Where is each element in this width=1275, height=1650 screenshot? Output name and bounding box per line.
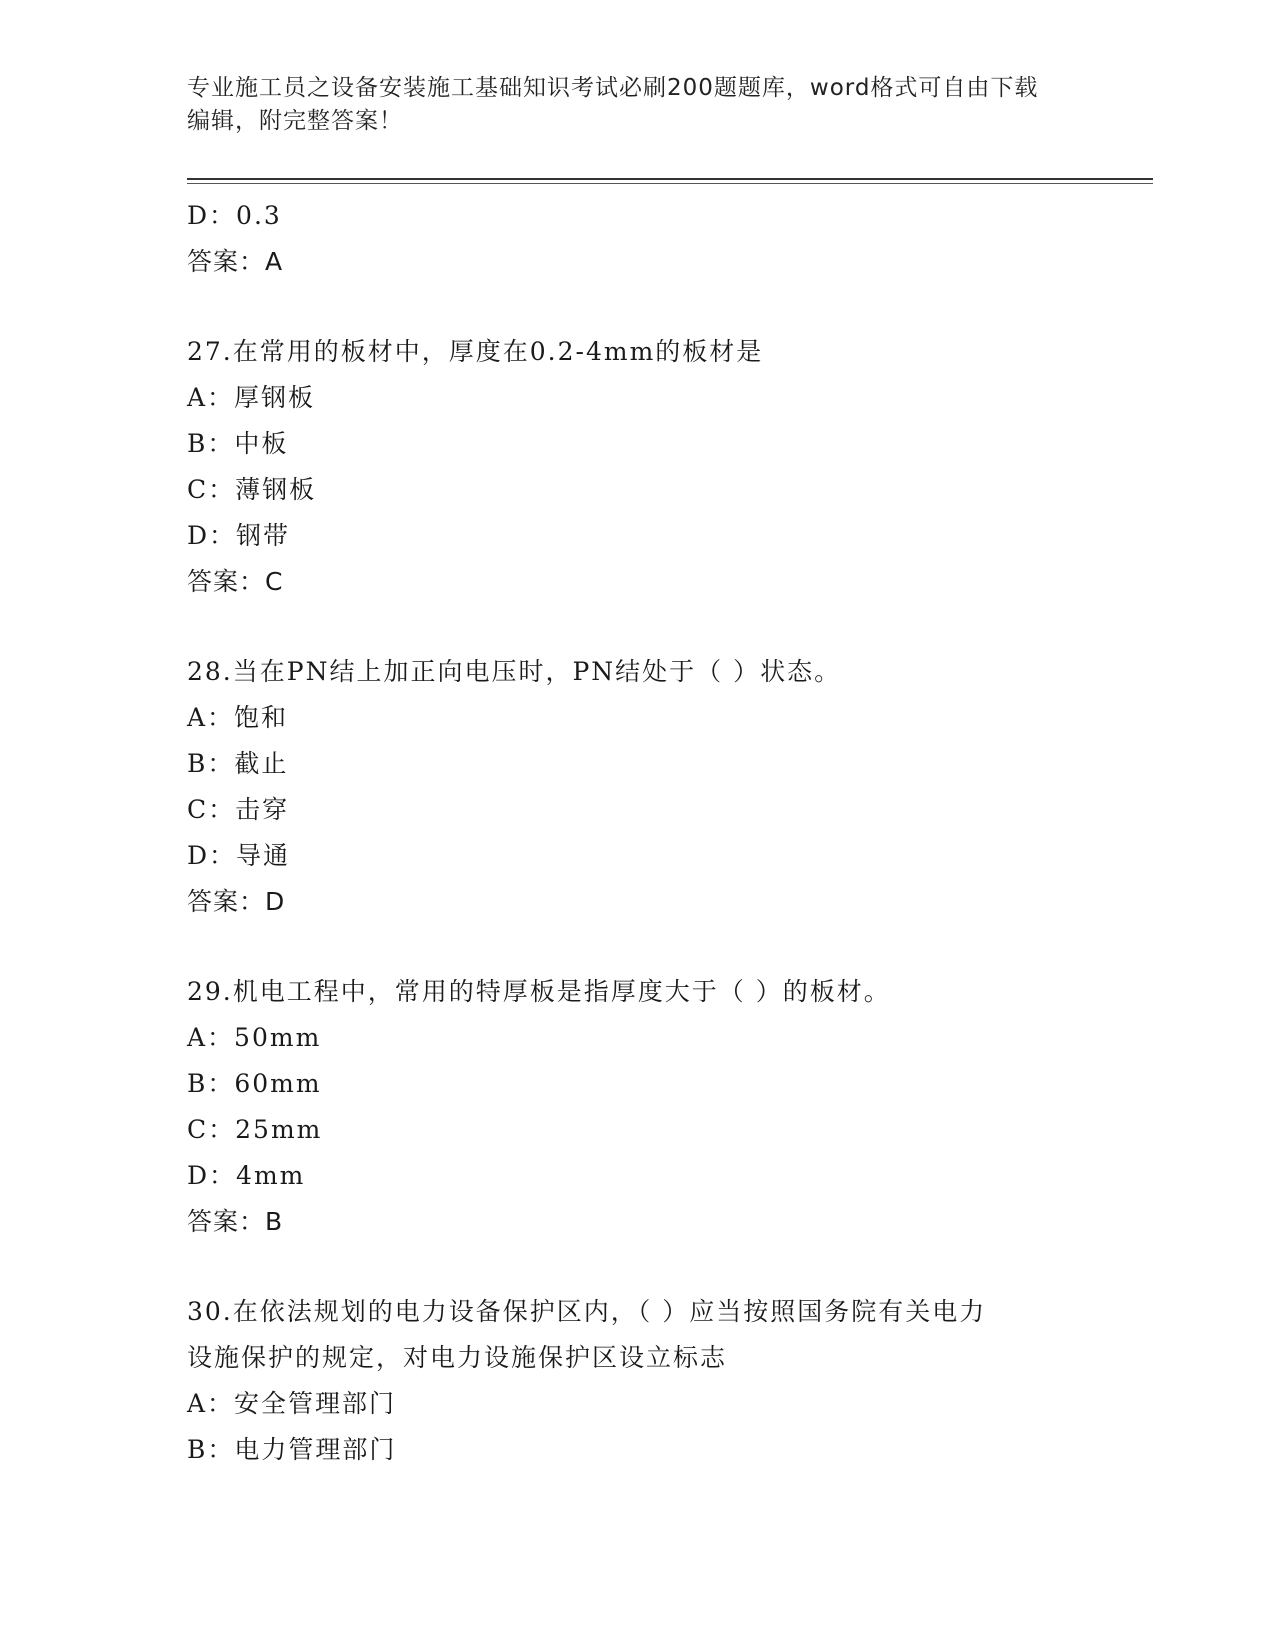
header-divider-thin bbox=[187, 183, 1153, 184]
option-d: D：导通 bbox=[187, 841, 291, 870]
option-b: B：截止 bbox=[187, 749, 289, 778]
question-30 bbox=[187, 1289, 1087, 1473]
question-stem-line-2: 设施保护的规定，对电力设施保护区设立标志 bbox=[187, 1343, 728, 1372]
option-d: D：钢带 bbox=[187, 521, 291, 550]
header-divider-thick bbox=[187, 178, 1153, 180]
option-a: A：安全管理部门 bbox=[187, 1389, 397, 1418]
option-d: D：0.3 bbox=[187, 201, 282, 230]
answer: 答案：A bbox=[187, 247, 284, 276]
option-b: B：电力管理部门 bbox=[187, 1435, 397, 1464]
document-header bbox=[187, 72, 1087, 138]
option-a: A：饱和 bbox=[187, 703, 289, 732]
question-29 bbox=[187, 969, 1087, 1245]
option-c: C：薄钢板 bbox=[187, 475, 317, 504]
option-a: A：厚钢板 bbox=[187, 383, 316, 412]
question-27 bbox=[187, 329, 1087, 605]
header-line-2: 编辑，附完整答案！ bbox=[187, 108, 403, 134]
option-b: B：60mm bbox=[187, 1069, 322, 1098]
answer: 答案：D bbox=[187, 887, 286, 916]
question-stem: 27.在常用的板材中，厚度在0.2-4mm的板材是 bbox=[187, 337, 764, 366]
question-28 bbox=[187, 649, 1087, 925]
option-a: A：50mm bbox=[187, 1023, 322, 1052]
option-d: D：4mm bbox=[187, 1161, 306, 1190]
option-c: C：25mm bbox=[187, 1115, 323, 1144]
question-stem: 29.机电工程中，常用的特厚板是指厚度大于（ ）的板材。 bbox=[187, 977, 891, 1006]
header-line-1: 专业施工员之设备安装施工基础知识考试必刷200题题库，word格式可自由下载 bbox=[187, 75, 1039, 101]
answer: 答案：C bbox=[187, 567, 284, 596]
option-b: B：中板 bbox=[187, 429, 289, 458]
option-c: C：击穿 bbox=[187, 795, 290, 824]
question-stem-line-1: 30.在依法规划的电力设备保护区内，（ ）应当按照国务院有关电力 bbox=[187, 1297, 987, 1326]
answer: 答案：B bbox=[187, 1207, 284, 1236]
document-body bbox=[187, 193, 1087, 1473]
question-stem: 28.当在PN结上加正向电压时，PN结处于（ ）状态。 bbox=[187, 657, 842, 686]
